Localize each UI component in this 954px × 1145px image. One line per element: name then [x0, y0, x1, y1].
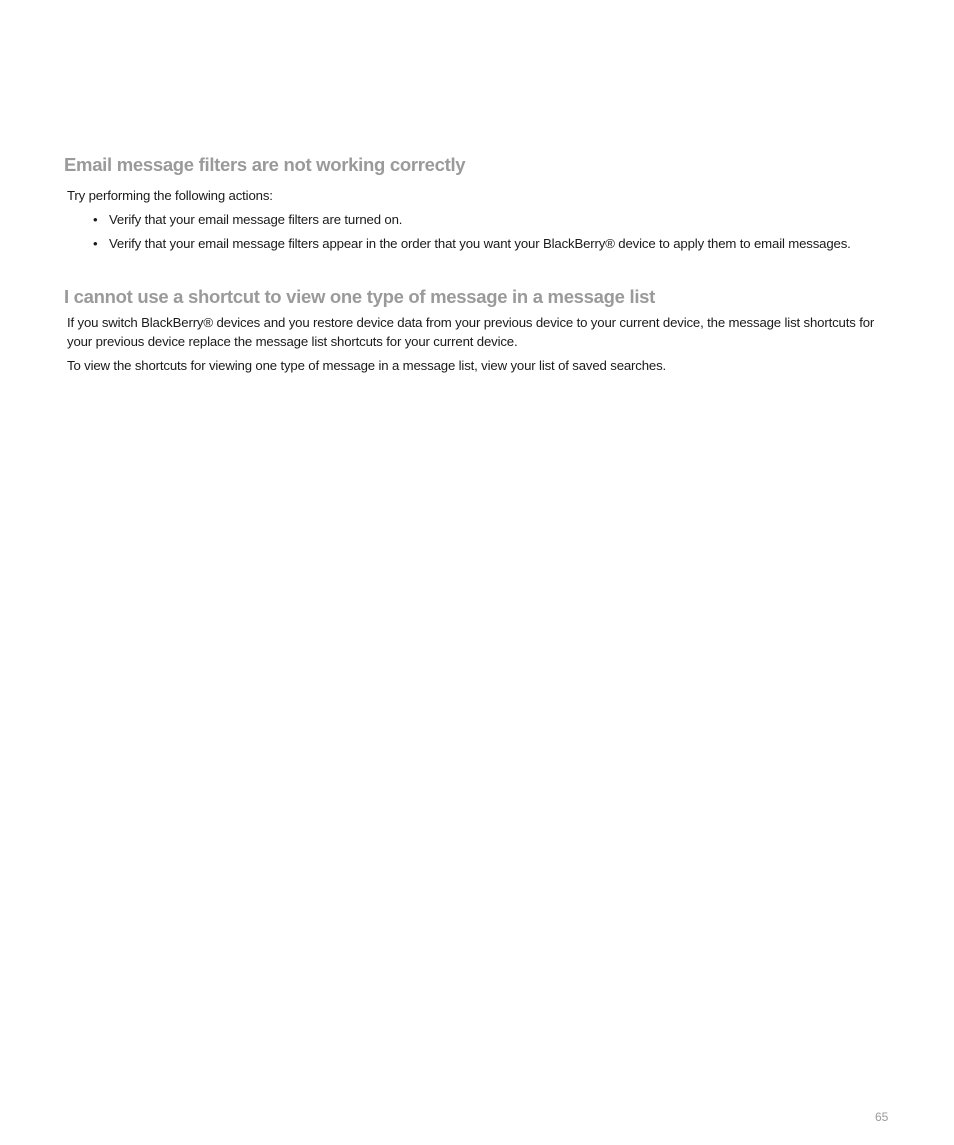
section-intro-text: Try performing the following actions:	[67, 188, 273, 203]
list-item	[67, 210, 851, 234]
page-number: 65	[875, 1110, 889, 1124]
section-heading-shortcut: I cannot use a shortcut to view one type of message in a message list	[64, 286, 656, 307]
section-paragraph: If you switch BlackBerry® devices and you restore device data from your previous device to your current device, the message list shortcuts for your previous device replace the message list shortcuts for your current device.	[67, 315, 875, 349]
list-item	[67, 234, 851, 258]
section-paragraph: To view the shortcuts for viewing one type of message in a message list, view your list of saved searches.	[67, 358, 667, 373]
list-item-text: Verify that your email message filters are turned on.	[109, 212, 403, 227]
bullet-icon: •	[93, 212, 98, 227]
list-item-text: Verify that your email message filters appear in the order that you want your BlackBerry® device to apply them to email messages.	[109, 236, 851, 251]
section-heading-filters: Email message filters are not working correctly	[64, 154, 466, 175]
bullet-icon: •	[93, 236, 98, 251]
action-bullet-list	[67, 210, 851, 258]
